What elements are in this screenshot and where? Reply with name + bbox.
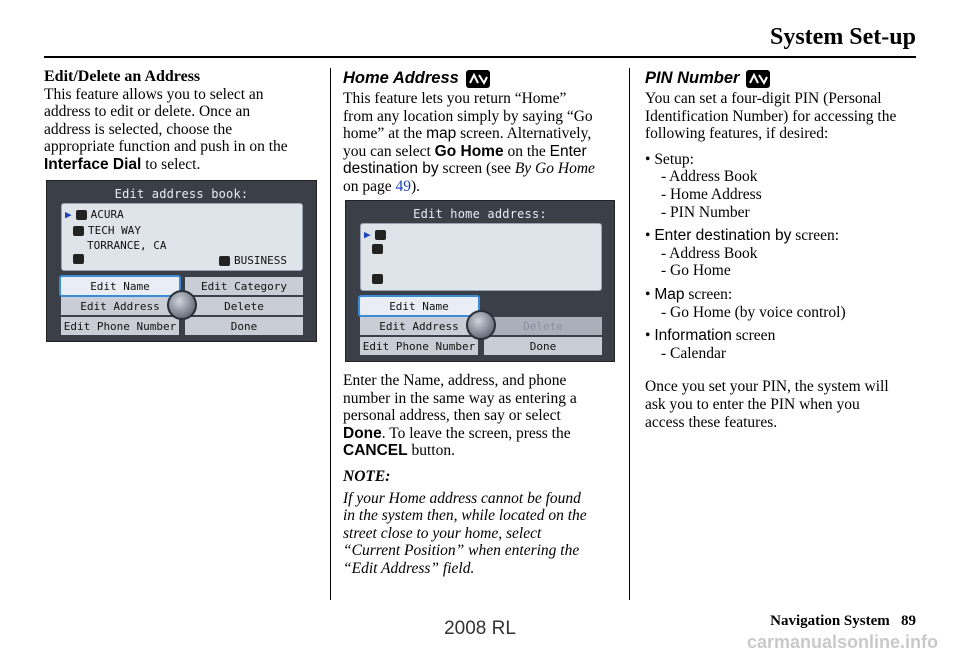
paragraph-line: number in the same way as entering a <box>343 389 577 407</box>
phone-icon <box>372 274 383 284</box>
edit-address-button[interactable]: Edit Address <box>61 297 179 315</box>
watermark: carmanualsonline.info <box>746 632 938 652</box>
interface-dial[interactable] <box>167 290 197 320</box>
bullet-text: screen: <box>791 227 840 245</box>
arrow-icon: ▶ <box>364 228 371 241</box>
screen-title: Edit home address: <box>413 207 547 221</box>
text: on page <box>343 177 396 195</box>
paragraph-line: personal address, then say or select <box>343 407 561 425</box>
paragraph-line <box>343 143 623 161</box>
text: on the <box>503 142 550 160</box>
paragraph-line: ask you to enter the PIN when you <box>645 395 860 413</box>
edit-address-button[interactable]: Edit Address <box>360 317 478 335</box>
screen-title: Edit address book: <box>114 187 249 201</box>
address-row-phone <box>372 274 383 284</box>
paragraph-line <box>44 156 324 174</box>
paragraph-text: to select. <box>141 155 201 173</box>
section-heading-pin-number <box>645 68 920 90</box>
note-line: “Current Position” when entering the <box>343 542 580 560</box>
text: button. <box>407 442 455 460</box>
enter-term: Enter <box>549 142 587 160</box>
paragraph-line: This feature lets you return “Home” <box>343 90 567 107</box>
paragraph-line <box>343 425 623 443</box>
address-row-city <box>87 239 166 252</box>
paragraph-line <box>343 178 623 196</box>
address-panel <box>360 223 602 291</box>
map-term: map <box>426 125 457 143</box>
phone-icon <box>73 254 84 264</box>
done-button[interactable]: Done <box>484 337 602 355</box>
contact-icon <box>375 230 386 240</box>
delete-button[interactable]: Delete <box>185 297 303 315</box>
arrow-icon: ▶ <box>65 208 72 221</box>
list-subitem: - Home Address <box>661 185 762 203</box>
column-divider-1 <box>330 68 331 600</box>
edit-phone-number-button[interactable]: Edit Phone Number <box>360 337 478 355</box>
cross-reference: By Go Home <box>514 160 595 178</box>
paragraph-line: This feature allows you to select an <box>44 85 264 103</box>
column-home-address-continued <box>343 372 623 578</box>
edit-category-button[interactable]: Edit Category <box>185 277 303 295</box>
list-subitem: - Go Home <box>661 262 731 280</box>
interface-dial[interactable] <box>466 310 496 340</box>
bullet-term: Enter destination by <box>654 227 792 245</box>
category-label: BUSINESS <box>234 254 287 267</box>
footer-nav-label: Navigation System <box>770 613 890 629</box>
done-term: Done <box>343 424 382 442</box>
edit-name-button[interactable]: Edit Name <box>59 275 181 297</box>
list-subitem: - Go Home (by voice control) <box>661 303 846 321</box>
paragraph-line: from any location simply by saying “Go <box>343 107 593 125</box>
note-line: “Edit Address” field. <box>343 559 475 577</box>
column-pin-number <box>645 68 920 431</box>
bullet-text: Setup: <box>654 150 694 168</box>
page-link[interactable]: 49 <box>395 177 412 195</box>
feature-list <box>645 151 920 363</box>
bullet-term: Information <box>654 327 732 345</box>
category-tag <box>219 254 287 267</box>
text: home” at the <box>343 125 427 143</box>
list-item: • Enter destination by screen: <box>645 227 840 245</box>
done-button[interactable]: Done <box>185 317 303 335</box>
note-label: NOTE: <box>343 467 391 485</box>
text: . To leave the screen, press the <box>381 424 571 442</box>
delete-button: Delete <box>484 317 602 335</box>
go-home-term: Go Home <box>434 142 504 160</box>
column-divider-2 <box>629 68 630 600</box>
list-item: • Setup: <box>645 150 694 168</box>
header-rule <box>44 56 916 58</box>
interface-dial-term: Interface Dial <box>44 155 142 173</box>
note-line: If your Home address cannot be found <box>343 489 581 507</box>
footer-model-year: 2008 RL <box>444 618 516 639</box>
address-row-street <box>73 224 141 237</box>
section-heading-home-address <box>343 68 623 90</box>
page-title: System Set-up <box>769 24 916 50</box>
address-row-name[interactable] <box>65 208 124 221</box>
list-subitem: - Calendar <box>661 344 726 362</box>
edit-address-book-screen <box>46 180 317 342</box>
home-icon <box>372 244 383 254</box>
note-line: in the system then, while located on the <box>343 507 587 525</box>
paragraph-line: You can set a four-digit PIN (Personal <box>645 90 882 107</box>
list-subitem: - Address Book <box>661 168 758 186</box>
address-name: ACURA <box>90 208 124 221</box>
list-subitem: - PIN Number <box>661 203 750 221</box>
list-subitem: - Address Book <box>661 244 758 262</box>
section-heading-edit-delete: Edit/Delete an Address <box>44 68 201 85</box>
note-line: street close to your home, select <box>343 524 542 542</box>
voice-command-icon <box>465 68 491 90</box>
edit-phone-number-button[interactable]: Edit Phone Number <box>61 317 179 335</box>
address-city: TORRANCE, CA <box>87 239 167 252</box>
destination-by-term: destination by <box>343 160 439 178</box>
text: screen. Alternatively, <box>456 125 592 143</box>
text: ). <box>411 177 421 195</box>
edit-home-address-screen <box>345 200 615 362</box>
paragraph-line: appropriate function and push in on the <box>44 138 288 156</box>
edit-name-button[interactable]: Edit Name <box>358 295 480 317</box>
paragraph-line <box>343 125 623 143</box>
paragraph-line: Enter the Name, address, and phone <box>343 372 567 389</box>
cancel-term: CANCEL <box>343 442 408 460</box>
category-icon <box>219 256 230 266</box>
column-home-address <box>343 68 623 196</box>
home-icon <box>73 226 84 236</box>
paragraph-line: address to edit or delete. Once an <box>44 103 251 121</box>
address-street: TECH WAY <box>88 224 141 237</box>
paragraph-line <box>343 442 623 460</box>
text: you can select <box>343 142 435 160</box>
heading-text: Home Address <box>343 69 459 88</box>
bullet-text: screen: <box>684 285 733 303</box>
contact-icon <box>76 210 87 220</box>
heading-text: PIN Number <box>645 69 740 88</box>
address-row-name[interactable] <box>364 228 386 241</box>
paragraph-line: Identification Number) for accessing the <box>645 107 897 125</box>
bullet-text: screen <box>731 327 776 345</box>
list-item: • Information screen <box>645 327 776 345</box>
address-row-phone <box>73 254 84 264</box>
paragraph-line: access these features. <box>645 413 778 431</box>
column-edit-delete <box>44 68 324 174</box>
paragraph-line: following features, if desired: <box>645 125 829 143</box>
bullet-term: Map <box>654 285 685 303</box>
list-item: • Map screen: <box>645 285 733 303</box>
paragraph-line: address is selected, choose the <box>44 120 233 138</box>
page-number: 89 <box>901 613 916 629</box>
voice-command-icon <box>745 68 771 90</box>
paragraph-line <box>343 160 623 178</box>
paragraph-line: Once you set your PIN, the system will <box>645 378 889 396</box>
text: screen (see <box>438 160 515 178</box>
address-row-street <box>372 244 383 254</box>
